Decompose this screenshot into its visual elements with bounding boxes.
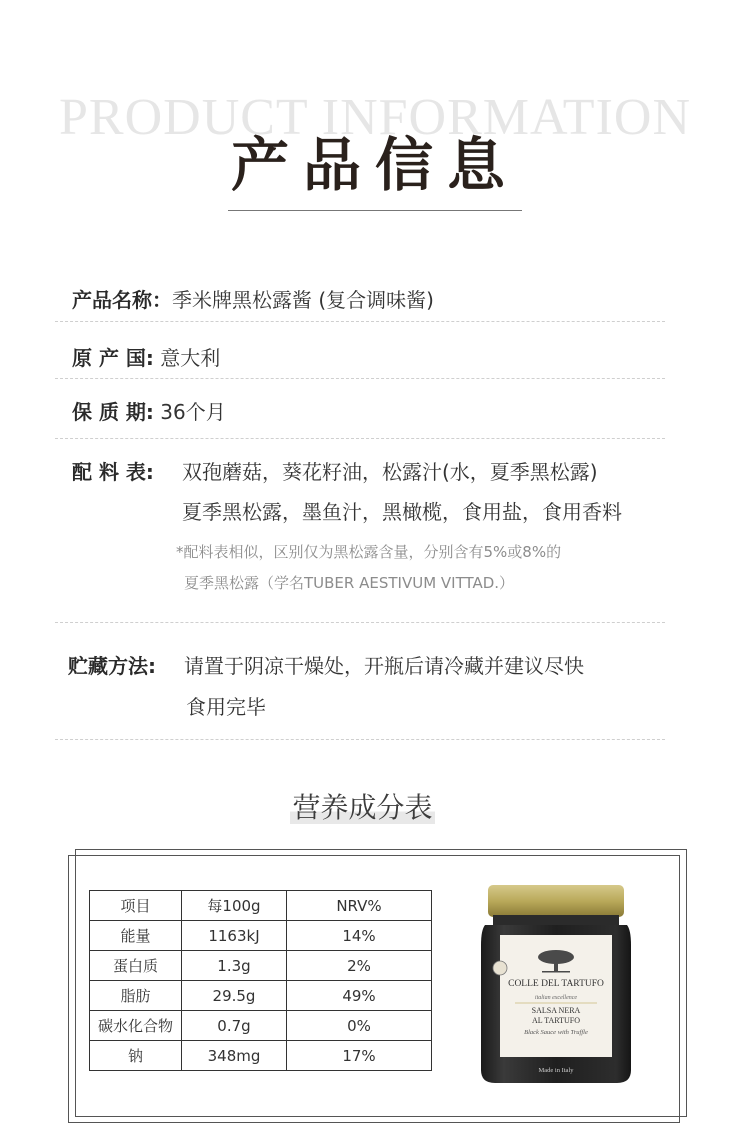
table-row xyxy=(90,921,432,951)
table-row xyxy=(90,951,432,981)
origin-value: 意大利 xyxy=(160,346,221,370)
table-cell: 1.3g xyxy=(182,951,287,981)
table-cell: 0% xyxy=(287,1011,432,1041)
background-title: PRODUCT INFORMATION xyxy=(58,89,691,146)
jar-brand: COLLE DEL TARTUFO xyxy=(508,979,604,989)
table-cell: 蛋白质 xyxy=(90,951,182,981)
table-cell: 1163kJ xyxy=(182,921,287,951)
ingredients-note-line-2: 夏季黑松露（学名TUBER AESTIVUM VITTAD.） xyxy=(184,574,515,592)
table-cell: 348mg xyxy=(182,1041,287,1071)
jar-product-line-2: AL TARTUFO xyxy=(532,1016,580,1025)
table-cell: 49% xyxy=(287,981,432,1011)
table-cell: 0.7g xyxy=(182,1011,287,1041)
ingredients-label: 配 料 表: xyxy=(72,460,154,484)
table-cell: 碳水化合物 xyxy=(90,1011,182,1041)
info-row-ingredients xyxy=(72,456,154,485)
storage-label: 贮藏方法: xyxy=(68,654,156,678)
table-cell: 17% xyxy=(287,1041,432,1071)
table-row xyxy=(90,1011,432,1041)
divider xyxy=(55,378,665,379)
table-cell: 2% xyxy=(287,951,432,981)
name-label: 产品名称： xyxy=(72,288,172,312)
nutrition-title-text: 营养成分表 xyxy=(292,791,433,824)
divider xyxy=(55,438,665,439)
table-cell: 能量 xyxy=(90,921,182,951)
info-row-storage xyxy=(68,650,156,679)
ingredients-line-1: 双孢蘑菇，葵花籽油，松露汁(水，夏季黑松露) xyxy=(182,460,598,484)
table-cell: 29.5g xyxy=(182,981,287,1011)
table-cell: 钠 xyxy=(90,1041,182,1071)
info-row-name xyxy=(72,284,434,313)
title-divider xyxy=(228,210,522,211)
product-jar-image xyxy=(455,875,660,1090)
divider xyxy=(55,622,665,623)
nutrition-title xyxy=(0,786,725,826)
nutrition-table xyxy=(89,890,432,1071)
table-header-cell: 项目 xyxy=(90,891,182,921)
shelf-label: 保 质 期: xyxy=(72,400,154,424)
table-header-cell: 每100g xyxy=(182,891,287,921)
origin-label: 原 产 国: xyxy=(72,346,154,370)
table-cell: 14% xyxy=(287,921,432,951)
storage-line-1: 请置于阴凉干燥处，开瓶后请冷藏并建议尽快 xyxy=(184,654,584,678)
table-row xyxy=(90,1041,432,1071)
storage-line-2: 食用完毕 xyxy=(186,695,266,719)
table-row xyxy=(90,981,432,1011)
info-row-shelf-life xyxy=(72,396,226,425)
jar-tagline: italian excellence xyxy=(534,995,578,1001)
ingredients-line-2: 夏季黑松露，墨鱼汁，黑橄榄，食用盐，食用香料 xyxy=(182,500,622,524)
name-value: 季米牌黑松露酱 (复合调味酱) xyxy=(172,288,434,312)
divider xyxy=(55,321,665,322)
jar-product-sub: Black Sauce with Truffle xyxy=(524,1029,588,1036)
table-cell: 脂肪 xyxy=(90,981,182,1011)
divider xyxy=(55,739,665,740)
ingredients-note-line-1: *配料表相似，区别仅为黑松露含量，分别含有5%或8%的 xyxy=(176,543,562,561)
jar-product-line-1: SALSA NERA xyxy=(531,1006,581,1015)
page-title: 产品信息 xyxy=(230,131,519,199)
shelf-value: 36个月 xyxy=(160,400,226,424)
jar-made-in: Made in Italy xyxy=(538,1067,574,1074)
info-row-origin xyxy=(72,342,220,371)
table-header-cell: NRV% xyxy=(287,891,432,921)
table-header-row xyxy=(90,891,432,921)
